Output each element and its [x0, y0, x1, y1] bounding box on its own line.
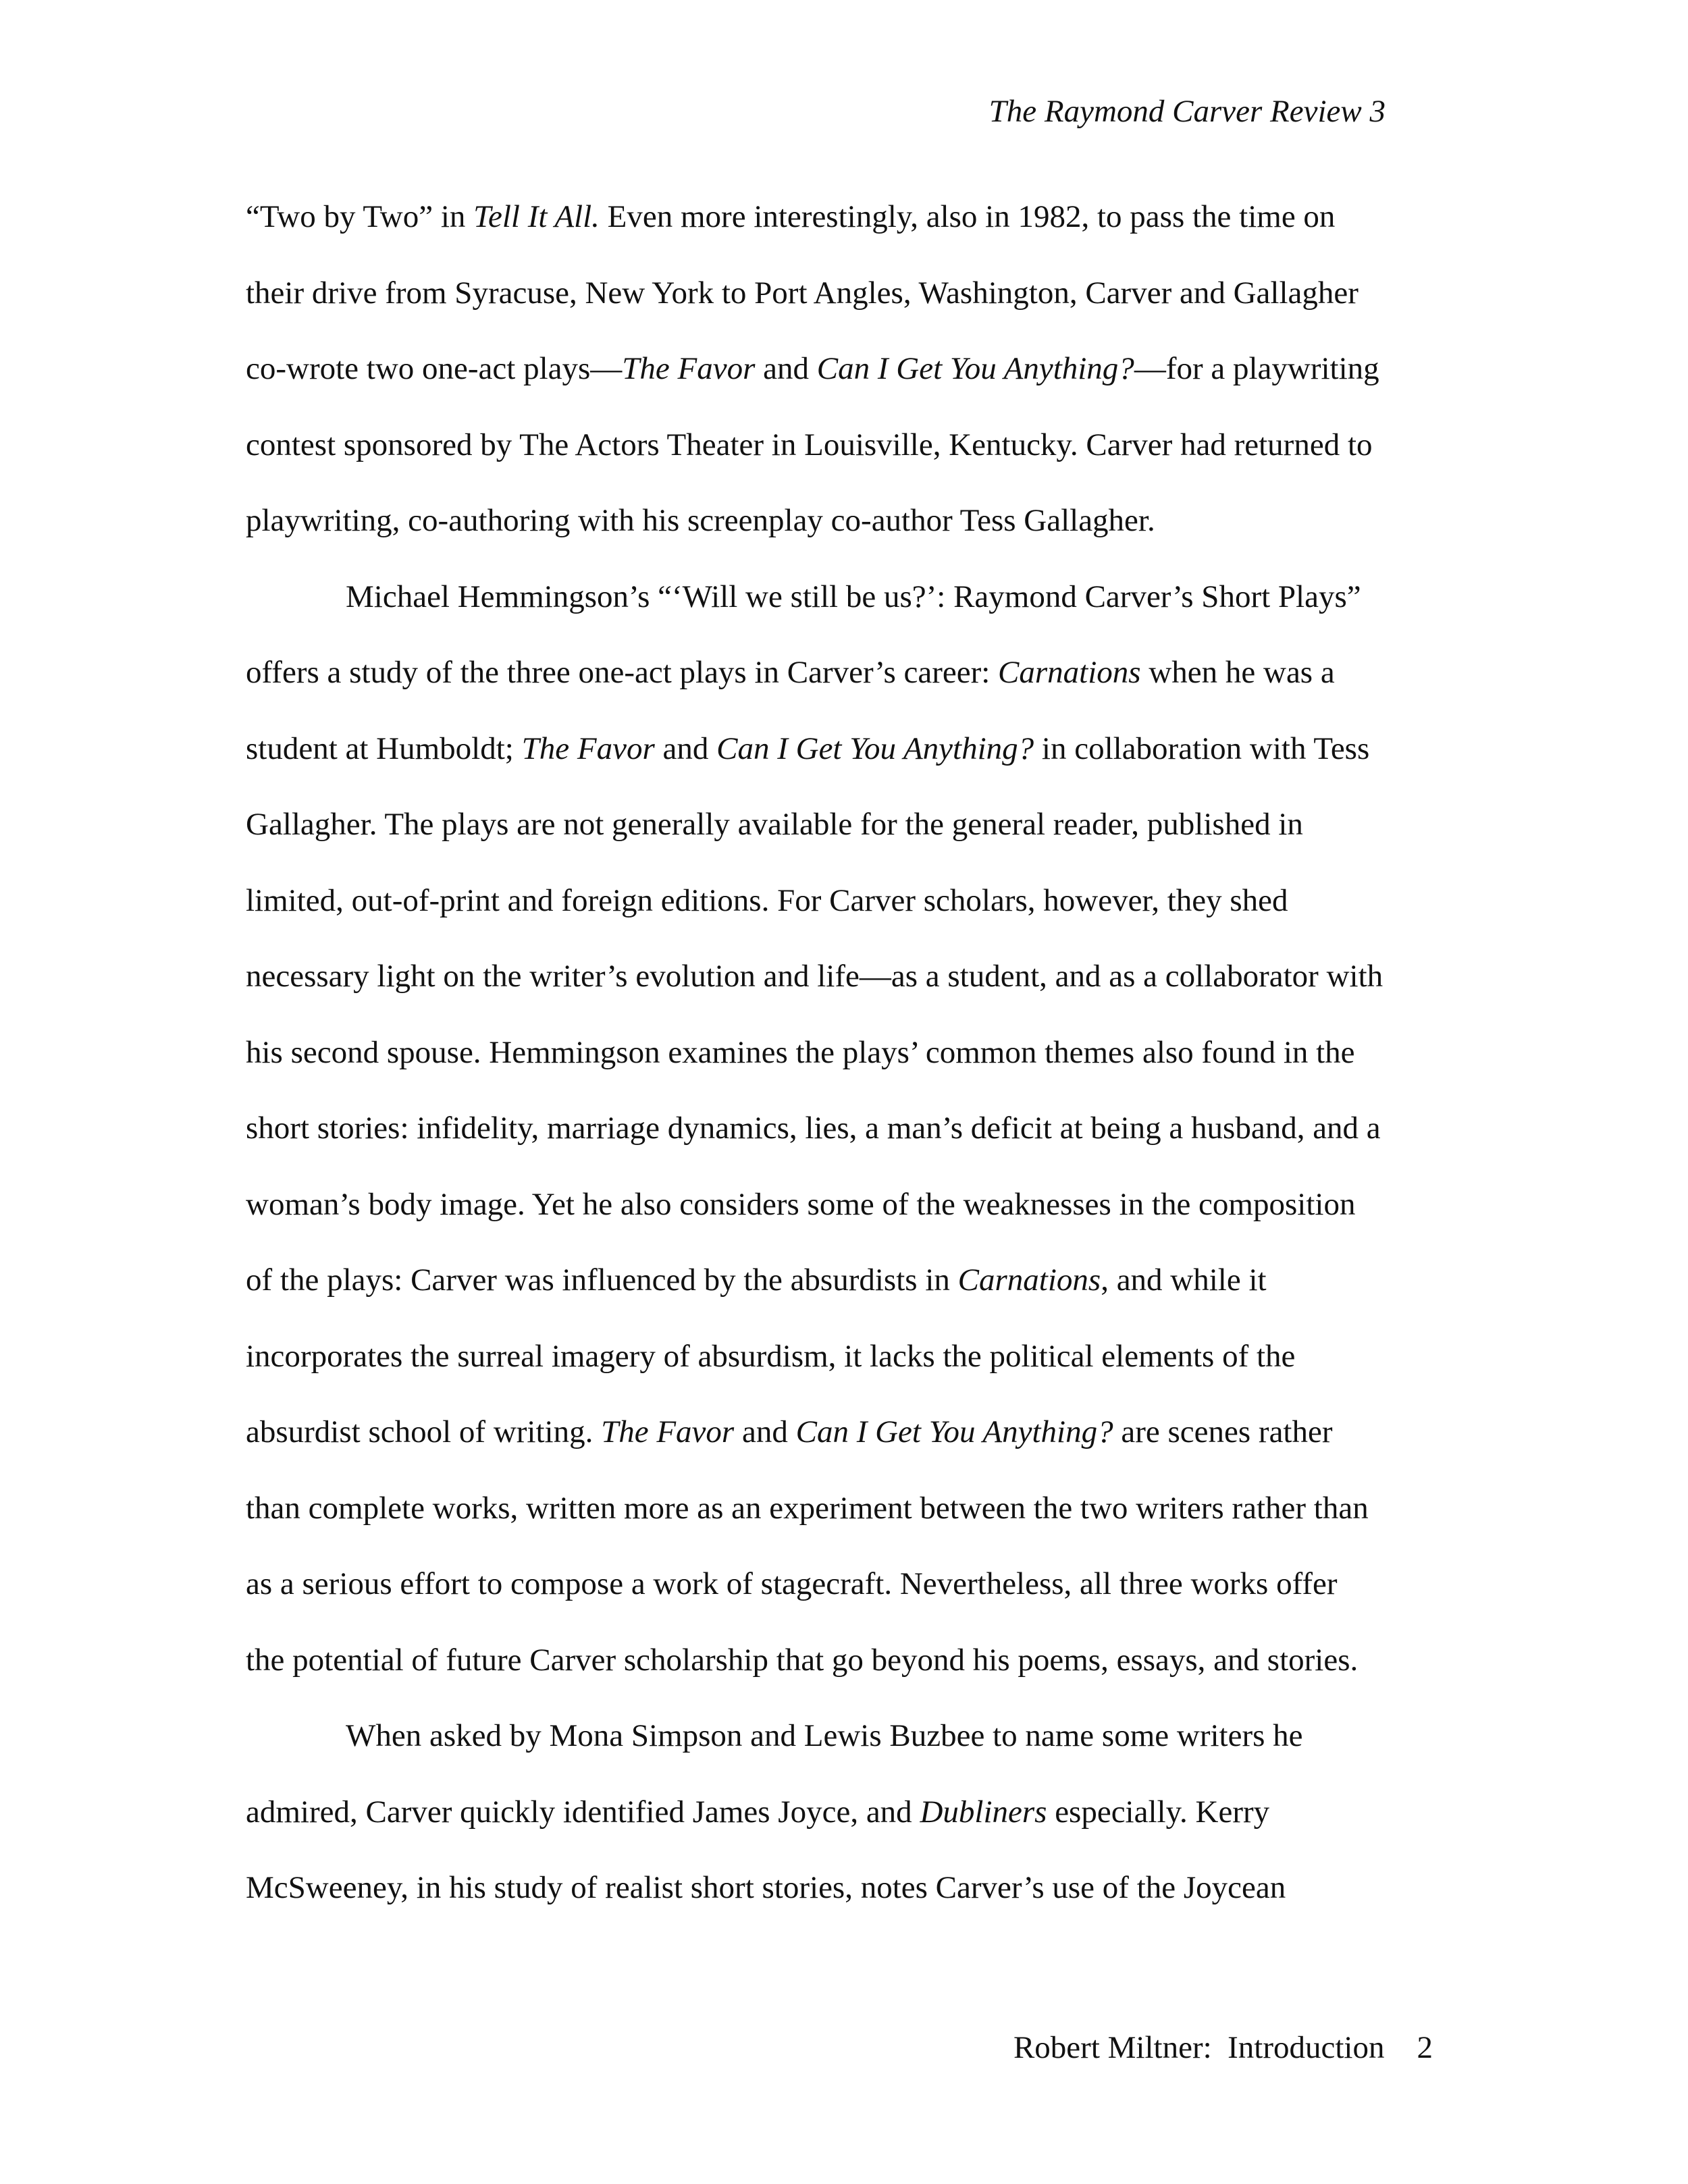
- running-header: The Raymond Carver Review 3: [988, 94, 1386, 129]
- text-run: incorporates the surreal imagery of absurdism, it lacks the political elements of the: [246, 1338, 1296, 1374]
- text-line: [246, 1183, 1448, 1260]
- text-run: playwriting, co-authoring with his screenplay co-author Tess Gallagher.: [246, 503, 1155, 538]
- text-line: [246, 196, 1448, 272]
- text-run: in collaboration with Tess: [1034, 730, 1370, 766]
- text-run: student at Humboldt;: [246, 730, 522, 766]
- text-run: When asked by Mona Simpson and Lewis Buzbee to name some writers he: [346, 1718, 1303, 1753]
- text-line: [246, 1563, 1448, 1639]
- text-run: limited, out-of-print and foreign editions. For Carver scholars, however, they shed: [246, 882, 1288, 918]
- text-line: [246, 651, 1448, 728]
- text-run: Even more interestingly, also in 1982, to pass the time on: [599, 199, 1336, 234]
- text-line: [246, 1032, 1448, 1108]
- text-line: [246, 880, 1448, 956]
- text-run: than complete works, written more as an experiment between the two writers rather than: [246, 1490, 1369, 1526]
- text-run: and: [654, 730, 717, 766]
- text-run: their drive from Syracuse, New York to Port Angles, Washington, Carver and Gallagher: [246, 275, 1359, 311]
- text-line: [246, 1107, 1448, 1183]
- text-run: co-wrote two one-act plays—: [246, 351, 623, 386]
- text-run: woman’s body image. Yet he also considers some of the weaknesses in the composition: [246, 1186, 1356, 1222]
- text-run: especially. Kerry: [1047, 1794, 1270, 1830]
- text-line: [246, 1867, 1448, 1943]
- italic-title: Carnations: [957, 1262, 1101, 1298]
- text-run: necessary light on the writer’s evolution and life—as a student, and as a collaborator with: [246, 959, 1383, 994]
- text-run: short stories: infidelity, marriage dynamics, lies, a man’s deficit at being a husband, and a: [246, 1111, 1381, 1146]
- text-run: and: [755, 351, 817, 386]
- footer-author-section: Robert Miltner: Introduction: [1013, 2030, 1385, 2065]
- text-run: Gallagher. The plays are not generally available for the general reader, published in: [246, 807, 1303, 842]
- text-run: McSweeney, in his study of realist short stories, notes Carver’s use of the Joycean: [246, 1870, 1286, 1905]
- italic-title: The Favor: [521, 730, 655, 766]
- page-number: 2: [1417, 2030, 1433, 2065]
- text-run: offers a study of the three one-act plays in Carver’s career:: [246, 655, 999, 690]
- text-line: [246, 424, 1448, 500]
- text-run: , and while it: [1101, 1262, 1267, 1298]
- text-line: [246, 1335, 1448, 1412]
- page-footer: [1013, 2032, 1433, 2064]
- article-body: [246, 196, 1448, 1943]
- italic-title: Can I Get You Anything?: [716, 730, 1034, 766]
- text-run: are scenes rather: [1113, 1414, 1333, 1449]
- text-line: [246, 500, 1448, 576]
- italic-title: The Favor: [601, 1414, 735, 1449]
- text-line: [246, 1639, 1448, 1715]
- text-run: absurdist school of writing.: [246, 1414, 602, 1449]
- text-run: as a serious effort to compose a work of stagecraft. Nevertheless, all three works offer: [246, 1566, 1338, 1601]
- italic-title: Dubliners: [920, 1794, 1047, 1830]
- italic-title: Carnations: [998, 655, 1141, 690]
- italic-title: Can I Get You Anything?: [816, 351, 1134, 386]
- italic-title: Tell It All.: [473, 199, 600, 234]
- text-run: his second spouse. Hemmingson examines the plays’ common themes also found in the: [246, 1034, 1355, 1070]
- text-run: and: [734, 1414, 796, 1449]
- text-run: contest sponsored by The Actors Theater in Louisville, Kentucky. Carver had returned to: [246, 427, 1373, 462]
- text-run: “Two by Two” in: [246, 199, 474, 234]
- text-run: Michael Hemmingson’s “‘Will we still be us?’: Raymond Carver’s Short Plays”: [346, 579, 1361, 614]
- text-run: —for a playwriting: [1134, 351, 1379, 386]
- text-line: [246, 955, 1448, 1032]
- text-line: [246, 272, 1448, 348]
- italic-title: The Favor: [622, 351, 756, 386]
- text-line: [246, 803, 1448, 880]
- text-line: [246, 1715, 1448, 1791]
- text-run: of the plays: Carver was influenced by the absurdists in: [246, 1262, 958, 1298]
- text-line: [246, 1791, 1448, 1867]
- text-run: when he was a: [1140, 655, 1335, 690]
- text-line: [246, 1259, 1448, 1335]
- text-line: [246, 1411, 1448, 1487]
- text-line: [246, 728, 1448, 804]
- text-line: [246, 576, 1448, 652]
- text-line: [246, 1487, 1448, 1564]
- text-run: the potential of future Carver scholarship that go beyond his poems, essays, and stories.: [246, 1642, 1359, 1678]
- italic-title: Can I Get You Anything?: [795, 1414, 1113, 1449]
- text-line: [246, 348, 1448, 424]
- text-run: admired, Carver quickly identified James Joyce, and: [246, 1794, 920, 1830]
